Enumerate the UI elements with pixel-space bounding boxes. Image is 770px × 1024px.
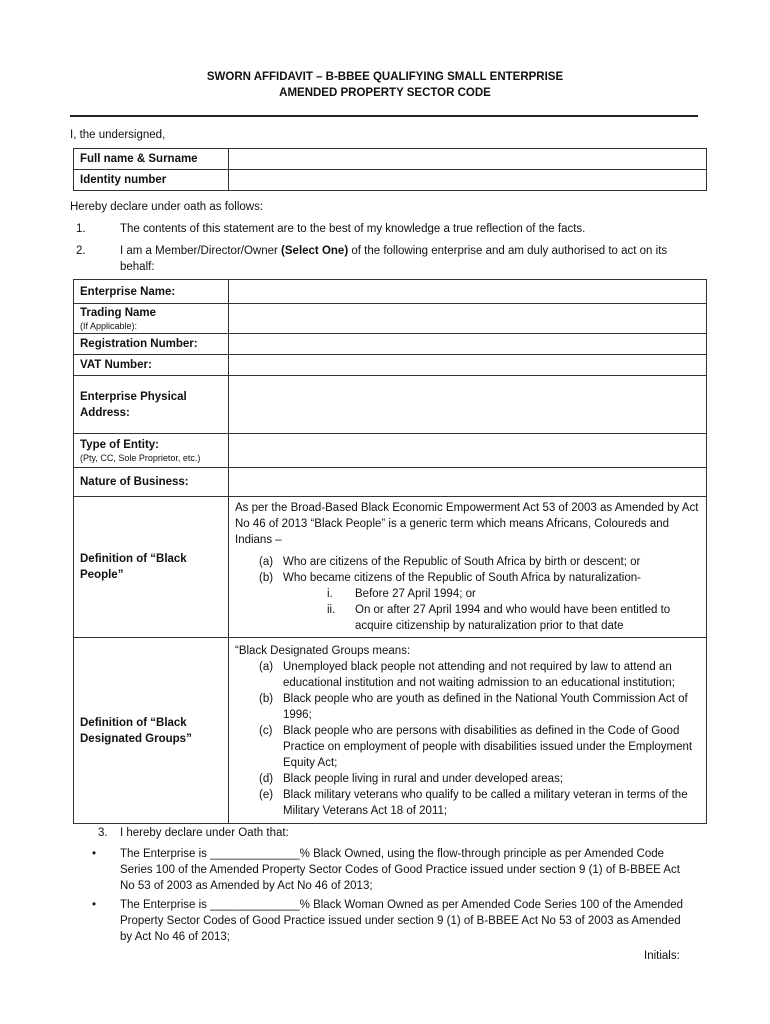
title-divider — [70, 115, 698, 117]
black-people-definition — [229, 497, 707, 638]
bullet-text: The Enterprise is ______________% Black Owned, using the flow-through principle as per Amended Code Series 100 of the Amended Property Sector Codes of Good Practice issued under section 9 (1) of B-BBEE Act No 53 of 2003 as Amended by Act No 46 of 2013; — [120, 848, 680, 892]
designated-item: (b) Black people who are youth as defined in the National Youth Commission Act of 1996; — [259, 692, 688, 721]
definition-subitem: ii. On or after 27 April 1994 and who would have been entitled to acquire citizenship by naturalization prior to that date — [327, 604, 671, 632]
full-name-field[interactable] — [229, 149, 707, 170]
intro-text: I, the undersigned, — [70, 129, 166, 141]
statement-2 — [76, 243, 688, 275]
trading-name-field[interactable] — [229, 304, 707, 334]
declare-text: Hereby declare under oath as follows: — [70, 201, 264, 213]
enterprise-name-label: Enterprise Name: — [74, 280, 229, 304]
initials-label: Initials: — [644, 950, 680, 962]
select-one-text: (Select One) — [281, 245, 349, 257]
designated-item: (d) Black people living in rural and under developed areas; — [259, 772, 564, 785]
identity-number-label: Identity number — [74, 170, 229, 191]
nature-of-business-label: Nature of Business: — [74, 468, 229, 497]
statement-number: 1. — [76, 223, 86, 235]
statement-number: 3. — [98, 827, 108, 839]
trading-name-note: (If Applicable): — [80, 321, 138, 331]
bullet-icon: • — [92, 899, 97, 911]
black-people-intro: As per the Broad-Based Black Economic Empowerment Act 53 of 2003 as Amended by Act No 46 of 2013 “Black People” is a generic term which means Africans, Coloureds and Indians – — [235, 502, 699, 546]
trading-name-title: Trading Name — [80, 307, 157, 319]
statement-text: The contents of this statement are to the best of my knowledge a true reflection of the facts. — [120, 223, 586, 235]
definition-item: (a) Who are citizens of the Republic of South Africa by birth or descent; or — [259, 556, 641, 568]
statement-number: 2. — [76, 245, 86, 257]
designated-groups-intro: “Black Designated Groups means: — [235, 644, 411, 657]
designated-groups-label: Definition of “Black Designated Groups” — [74, 638, 229, 824]
entity-type-title: Type of Entity: — [80, 439, 160, 451]
designated-groups-definition — [229, 638, 707, 824]
enterprise-name-field[interactable] — [229, 280, 707, 304]
registration-number-field[interactable] — [229, 334, 707, 355]
bullet-icon: • — [92, 848, 97, 860]
designated-item: (a) Unemployed black people not attending and not required by law to attend an educational institution and not waiting admission to an educational institution; — [259, 660, 675, 689]
statement-3 — [98, 825, 688, 841]
black-people-label: Definition of “Black People” — [74, 497, 229, 638]
designated-item: (e) Black military veterans who qualify to be called a military veteran in terms of the Military Veterans Act 18 of 2011; — [259, 788, 688, 817]
document-title: SWORN AFFIDAVIT – B-BBEE QUALIFYING SMALL ENTERPRISE — [206, 71, 564, 83]
registration-number-label: Registration Number: — [74, 334, 229, 355]
identity-number-field[interactable] — [229, 170, 707, 191]
document-subtitle: AMENDED PROPERTY SECTOR CODE — [279, 87, 491, 99]
statement-1 — [76, 221, 688, 237]
identity-table — [73, 148, 707, 191]
ownership-bullet — [92, 846, 692, 894]
trading-name-label — [74, 304, 229, 334]
enterprise-table — [73, 279, 707, 824]
physical-address-label: Enterprise Physical Address: — [74, 376, 229, 434]
entity-type-field[interactable] — [229, 434, 707, 468]
entity-type-label — [74, 434, 229, 468]
nature-of-business-field[interactable] — [229, 468, 707, 497]
definition-subitem: i. Before 27 April 1994; or — [327, 588, 476, 600]
entity-type-note: (Pty, CC, Sole Proprietor, etc.) — [80, 453, 201, 463]
ownership-bullet — [92, 897, 692, 945]
vat-number-field[interactable] — [229, 355, 707, 376]
physical-address-field[interactable] — [229, 376, 707, 434]
statement-text-cont: of the following enterprise and am duly authorised to act on its behalf: — [120, 245, 668, 273]
bullet-text: The Enterprise is ______________% Black Woman Owned as per Amended Code Series 100 of the Amended Property Sector Codes of Good Practice issued under section 9 (1) of B-BBEE Act No 53 of 2003 as Amended by Act No 46 of 2013; — [120, 899, 684, 943]
statement-text: I hereby declare under Oath that: — [120, 827, 289, 839]
designated-item: (c) Black people who are persons with disabilities as defined in the Code of Good Practice on employment of people with disabilities issued under the Employment Equity Act; — [259, 724, 693, 769]
vat-number-label: VAT Number: — [74, 355, 229, 376]
full-name-label: Full name & Surname — [74, 149, 229, 170]
statement-text: I am a Member/Director/Owner — [120, 245, 282, 257]
definition-item: (b) Who became citizens of the Republic of South Africa by naturalization- — [259, 572, 641, 584]
